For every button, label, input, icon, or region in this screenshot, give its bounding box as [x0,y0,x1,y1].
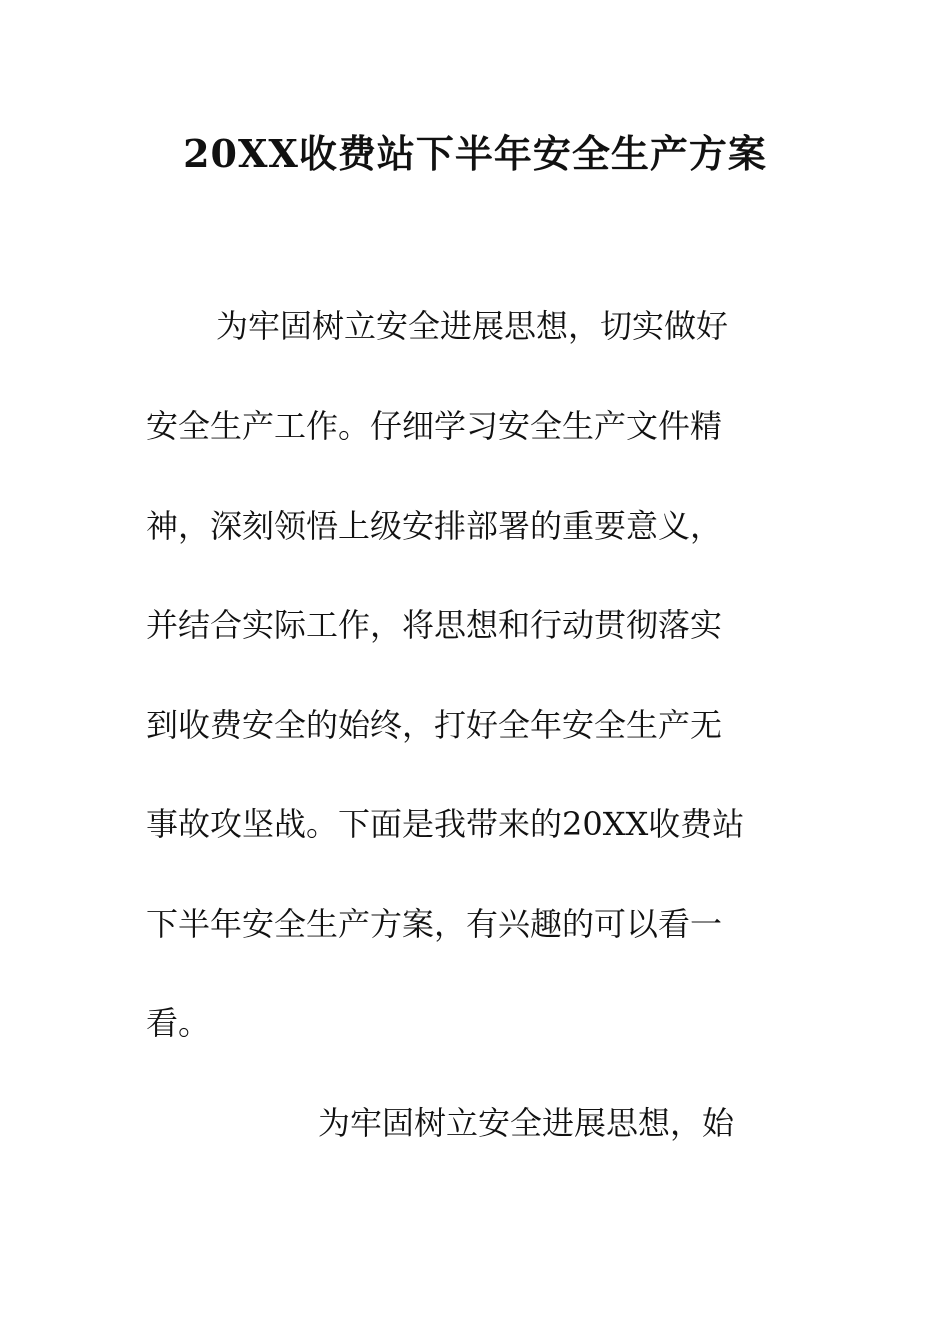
paragraph-line: 为牢固树立安全进展思想，切实做好 [216,307,729,345]
paragraph-line: 并结合实际工作，将思想和行动贯彻落实 [146,606,723,644]
paragraph-line: 为牢固树立安全进展思想，始 [318,1104,735,1142]
paragraph-line: 神，深刻领悟上级安排部署的重要意义， [146,507,723,545]
paragraph-line: 下半年安全生产方案，有兴趣的可以看一 [146,905,723,943]
paragraph-line: 事故攻坚战。下面是我带来的20XX收费站 [146,805,745,843]
document-title: 20XX收费站下半年安全生产方案 [183,131,767,176]
paragraph-line: 到收费安全的始终，打好全年安全生产无 [146,706,723,744]
paragraph-line: 看。 [146,1004,211,1042]
paragraph-line: 安全生产工作。仔细学习安全生产文件精 [146,407,723,445]
